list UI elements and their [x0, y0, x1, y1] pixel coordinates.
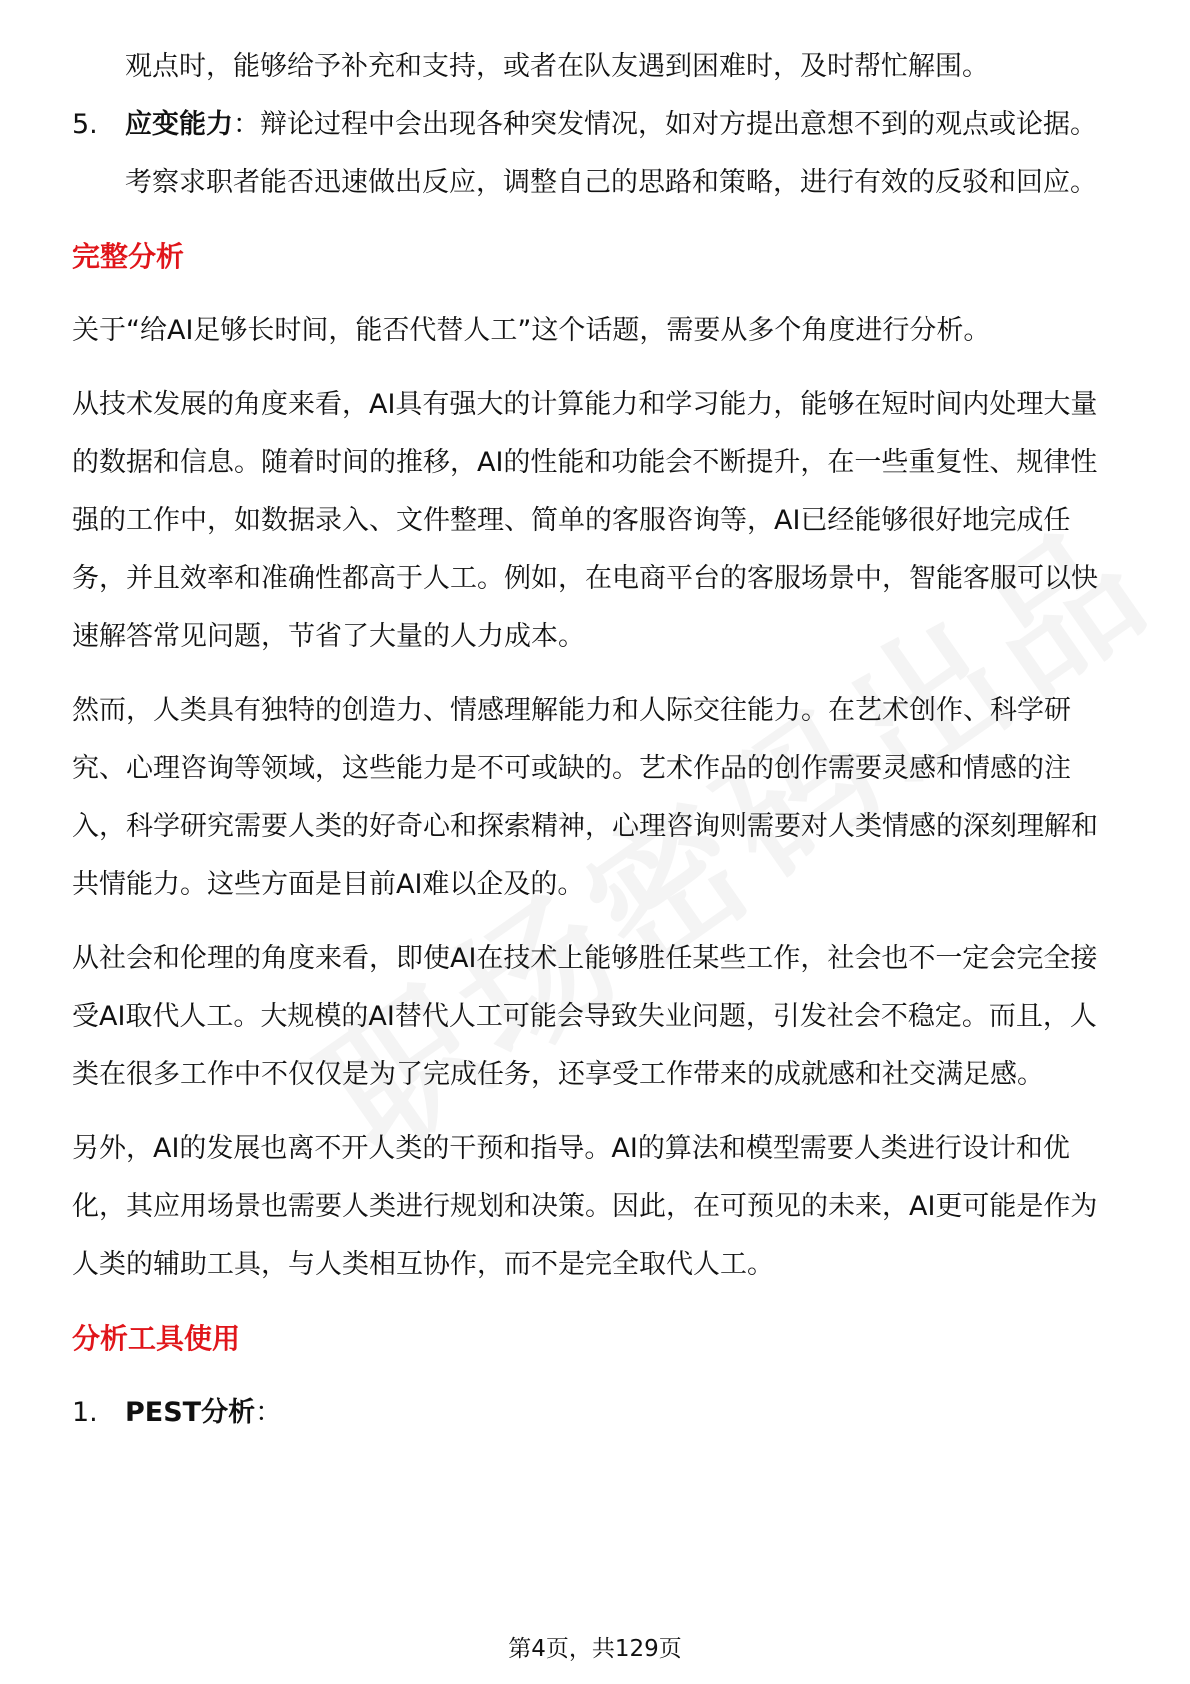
list-item-body: [125, 96, 1120, 212]
list-item-text: ：: [255, 1397, 283, 1428]
list-item-body: [125, 1384, 1120, 1442]
list-item-continuation: 观点时，能够给予补充和支持，或者在队友遇到困难时，及时帮忙解围。: [125, 51, 989, 82]
list-item-text: ：辩论过程中会出现各种突发情况，如对方提出意想不到的观点或论据。考察求职者能否迅速做出反应，调整自己的思路和策略，进行有效的反驳和回应。: [125, 109, 1097, 198]
paragraph: 然而，人类具有独特的创造力、情感理解能力和人际交往能力。在艺术创作、科学研究、心理咨询等领域，这些能力是不可或缺的。艺术作品的创作需要灵感和情感的注入，科学研究需要人类的好奇心和探索精神，心理咨询则需要对人类情感的深刻理解和共情能力。这些方面是目前AI难以企及的。: [72, 695, 1098, 900]
paragraph: 另外，AI的发展也离不开人类的干预和指导。AI的算法和模型需要人类进行设计和优化，其应用场景也需要人类进行规划和决策。因此，在可预见的未来，AI更可能是作为人类的辅助工具，与人类相互协作，而不是完全取代人工。: [72, 1133, 1098, 1280]
bold-label: PEST分析: [125, 1397, 256, 1428]
section-heading-complete-analysis: 完整分析: [72, 240, 185, 273]
paragraph: 从技术发展的角度来看，AI具有强大的计算能力和学习能力，能够在短时间内处理大量的数据和信息。随着时间的推移，AI的性能和功能会不断提升，在一些重复性、规律性强的工作中，如数据录入、文件整理、简单的客服咨询等，AI已经能够很好地完成任务，并且效率和准确性都高于人工。例如，在电商平台的客服场景中，智能客服可以快速解答常见问题，节省了大量的人力成本。: [72, 389, 1098, 652]
list-item-5: [72, 96, 1120, 212]
paragraph: 从社会和伦理的角度来看，即使AI在技术上能够胜任某些工作，社会也不一定会完全接受AI取代人工。大规模的AI替代人工可能会导致失业问题，引发社会不稳定。而且，人类在很多工作中不仅仅是为了完成任务，还享受工作带来的成就感和社交满足感。: [72, 943, 1098, 1090]
bold-label: 应变能力: [125, 109, 233, 140]
content: [72, 38, 1120, 1442]
list-number: 5.: [72, 109, 98, 140]
paragraph: 关于“给AI足够长时间，能否代替人工”这个话题，需要从多个角度进行分析。: [72, 315, 991, 346]
page-footer: 第4页，共129页: [508, 1636, 682, 1662]
section-heading-analysis-tools: 分析工具使用: [72, 1322, 241, 1355]
list-number: 1.: [72, 1397, 98, 1428]
list-item-1: [72, 1384, 1120, 1442]
